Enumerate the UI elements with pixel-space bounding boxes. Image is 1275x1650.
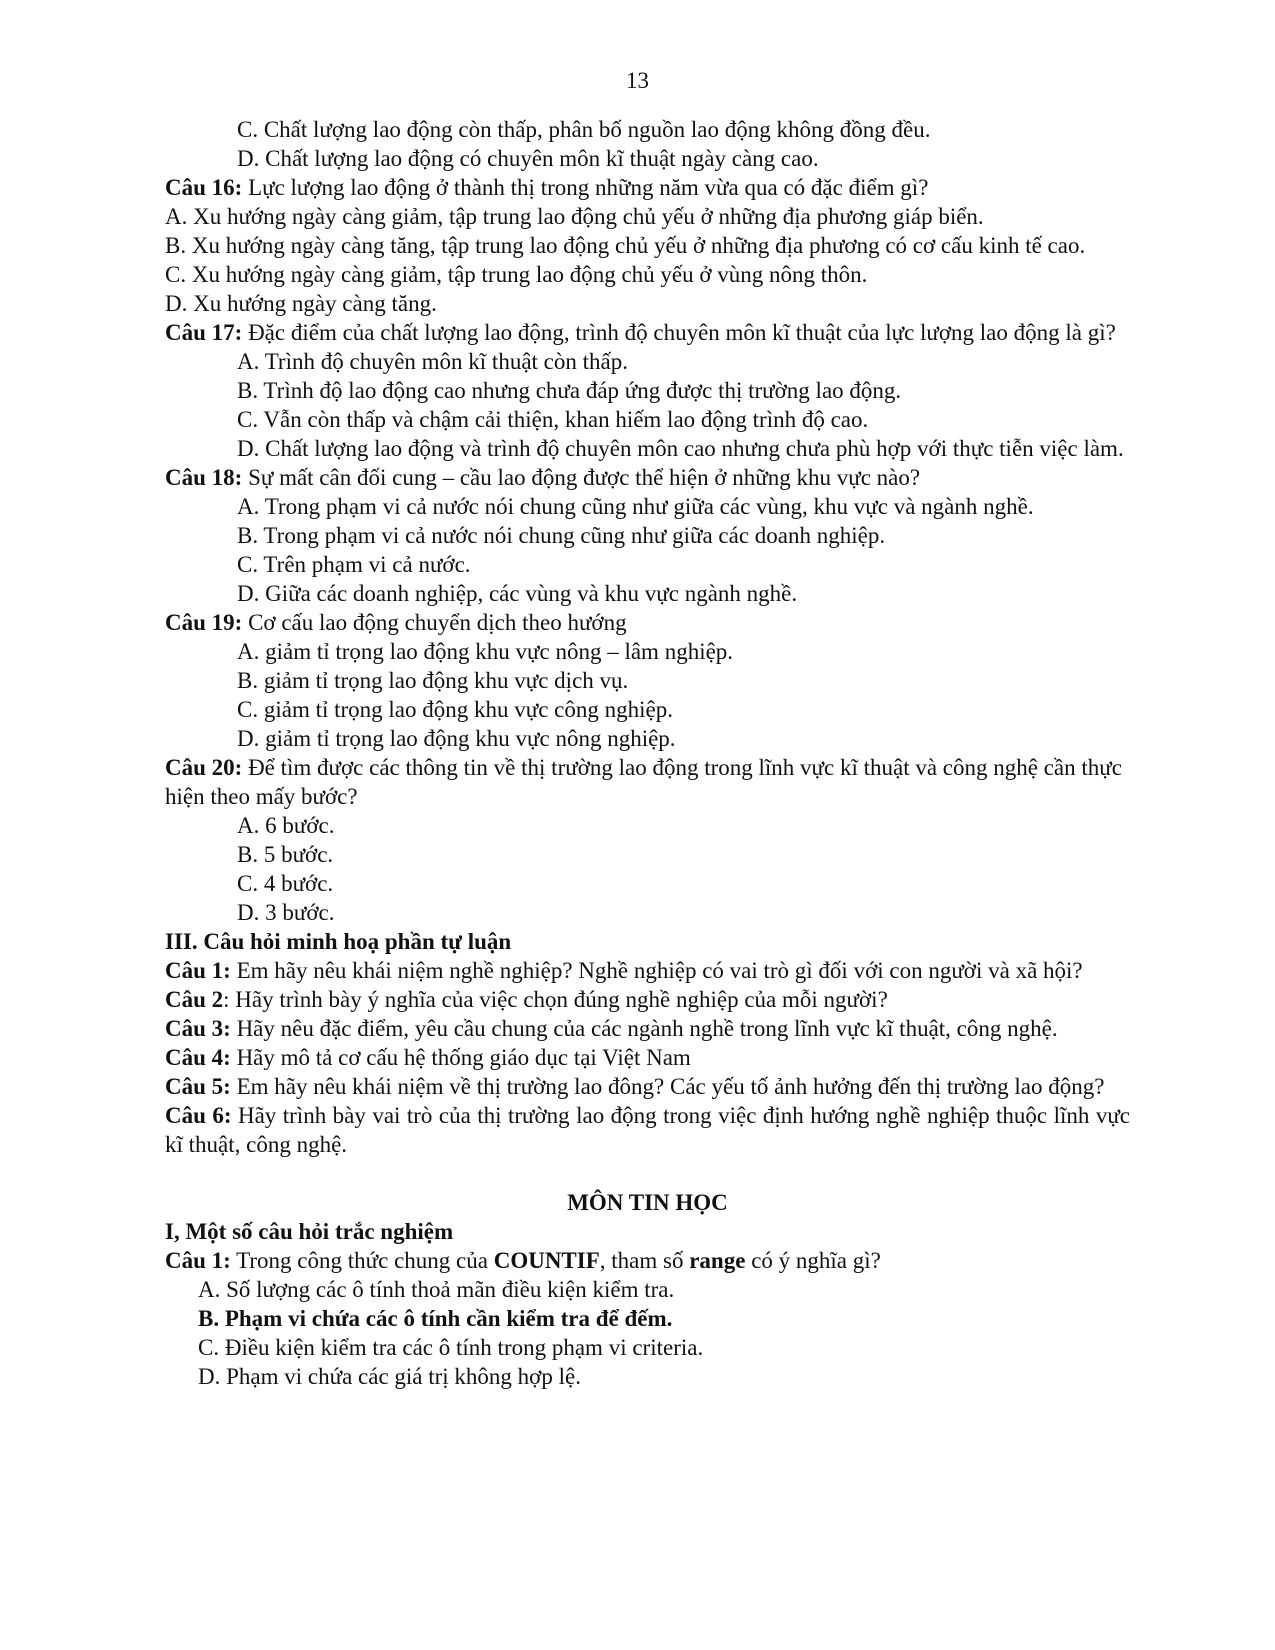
option-a: A. giảm tỉ trọng lao động khu vực nông – lâm nghiệp. xyxy=(237,639,734,664)
question-text: Cơ cấu lao động chuyển dịch theo hướng xyxy=(242,610,627,635)
option-d: D. Xu hướng ngày càng tăng. xyxy=(165,291,437,316)
question-text: Để tìm được các thông tin về thị trường lao động trong lĩnh vực kĩ thuật và công nghệ cần thực hiện theo mấy bước? xyxy=(165,755,1122,809)
page-number: 13 xyxy=(626,68,649,93)
question-text: Lực lượng lao động ở thành thị trong những năm vừa qua có đặc điểm gì? xyxy=(242,175,929,200)
question-text: : Hãy trình bày ý nghĩa của việc chọn đúng nghề nghiệp của mỗi người? xyxy=(223,987,888,1012)
question-label: Câu 1: xyxy=(165,958,231,983)
option-c: C. Trên phạm vi cả nước. xyxy=(237,552,471,577)
option-d: D. 3 bước. xyxy=(237,900,335,925)
question-text: Trong công thức chung của xyxy=(230,1248,494,1273)
option-c: C. Chất lượng lao động còn thấp, phân bố nguồn lao động không đồng đều. xyxy=(237,117,931,142)
option-b: B. Trong phạm vi cả nước nói chung cũng như giữa các doanh nghiệp. xyxy=(237,523,886,548)
option-a: A. Số lượng các ô tính thoả mãn điều kiện kiểm tra. xyxy=(198,1277,675,1302)
question-text: Hãy nêu đặc điểm, yêu cầu chung của các ngành nghề trong lĩnh vực kĩ thuật, công nghệ. xyxy=(230,1016,1058,1041)
keyword-countif: COUNTIF xyxy=(493,1248,600,1273)
option-c: C. giảm tỉ trọng lao động khu vực công nghiệp. xyxy=(237,697,673,722)
question-text: Em hãy nêu khái niệm nghề nghiệp? Nghề nghiệp có vai trò gì đối với con người và xã hội? xyxy=(230,958,1083,983)
option-d: D. Chất lượng lao động và trình độ chuyên môn cao nhưng chưa phù hợp với thực tiễn việc làm. xyxy=(237,436,1124,461)
essay-question-4 xyxy=(165,1043,1130,1072)
question-label: Câu 5: xyxy=(165,1074,231,1099)
question-label: Câu 2 xyxy=(165,987,224,1012)
question-label: Câu 18: xyxy=(165,465,243,490)
option-a: A. Xu hướng ngày càng giảm, tập trung lao động chủ yếu ở những địa phương giáp biển. xyxy=(165,204,984,229)
option-c: C. 4 bước. xyxy=(237,871,334,896)
question-label: Câu 20: xyxy=(165,755,243,780)
option-d: D. Giữa các doanh nghiệp, các vùng và khu vực ngành nghề. xyxy=(237,581,798,606)
section-heading: I, Một số câu hỏi trắc nghiệm xyxy=(165,1219,454,1244)
question-text: có ý nghĩa gì? xyxy=(745,1248,881,1273)
option-b: B. giảm tỉ trọng lao động khu vực dịch vụ. xyxy=(237,668,629,693)
question-text: Em hãy nêu khái niệm về thị trường lao đông? Các yếu tố ảnh hưởng đến thị trường lao động? xyxy=(230,1074,1105,1099)
question-1 xyxy=(165,1246,1130,1275)
question-text: , tham số xyxy=(599,1248,690,1273)
option-c: C. Điều kiện kiểm tra các ô tính trong phạm vi criteria. xyxy=(198,1335,704,1360)
option-d: D. Chất lượng lao động có chuyên môn kĩ thuật ngày càng cao. xyxy=(237,146,819,171)
option-a: A. Trong phạm vi cả nước nói chung cũng như giữa các vùng, khu vực và ngành nghề. xyxy=(237,494,1034,519)
question-19 xyxy=(165,608,1130,637)
question-label: Câu 19: xyxy=(165,610,243,635)
option-d: D. Phạm vi chứa các giá trị không hợp lệ. xyxy=(198,1364,581,1389)
option-b: B. Trình độ lao động cao nhưng chưa đáp ứng được thị trường lao động. xyxy=(237,378,902,403)
question-label: Câu 16: xyxy=(165,175,243,200)
option-a: A. Trình độ chuyên môn kĩ thuật còn thấp. xyxy=(237,349,628,374)
question-label: Câu 1: xyxy=(165,1248,231,1273)
keyword-range: range xyxy=(689,1248,746,1273)
question-label: Câu 17: xyxy=(165,320,243,345)
question-text: Hãy trình bày vai trò của thị trường lao động trong việc định hướng nghề nghiệp thuộc lĩnh vực kĩ thuật, công nghệ. xyxy=(165,1103,1131,1157)
question-20 xyxy=(165,753,1130,811)
question-text: Sự mất cân đối cung – cầu lao động được thể hiện ở những khu vực nào? xyxy=(242,465,921,490)
option-a: A. 6 bước. xyxy=(237,813,335,838)
essay-question-6 xyxy=(165,1101,1130,1159)
option-b: B. Xu hướng ngày càng tăng, tập trung lao động chủ yếu ở những địa phương có cơ cấu kinh tế cao. xyxy=(165,233,1086,258)
option-b: B. 5 bước. xyxy=(237,842,334,867)
option-c: C. Vẫn còn thấp và chậm cải thiện, khan hiếm lao động trình độ cao. xyxy=(237,407,869,432)
option-d: D. giảm tỉ trọng lao động khu vực nông nghiệp. xyxy=(237,726,676,751)
subject-title: MÔN TIN HỌC xyxy=(567,1190,728,1215)
question-label: Câu 3: xyxy=(165,1016,231,1041)
question-17 xyxy=(165,318,1130,347)
question-label: Câu 4: xyxy=(165,1045,231,1070)
essay-question-1 xyxy=(165,956,1130,985)
section-spacer xyxy=(165,1159,1130,1188)
essay-question-2 xyxy=(165,985,1130,1014)
question-16 xyxy=(165,173,1130,202)
option-c: C. Xu hướng ngày càng giảm, tập trung lao động chủ yếu ở vùng nông thôn. xyxy=(165,262,868,287)
essay-question-3 xyxy=(165,1014,1130,1043)
question-text: Đặc điểm của chất lượng lao động, trình độ chuyên môn kĩ thuật của lực lượng lao động là gì? xyxy=(242,320,1116,345)
document-body xyxy=(165,115,1130,1391)
option-b-correct: B. Phạm vi chứa các ô tính cần kiểm tra để đếm. xyxy=(198,1306,673,1331)
question-text: Hãy mô tả cơ cấu hệ thống giáo dục tại Việt Nam xyxy=(230,1045,691,1070)
question-label: Câu 6: xyxy=(165,1103,232,1128)
essay-heading: III. Câu hỏi minh hoạ phần tự luận xyxy=(165,929,512,954)
question-18 xyxy=(165,463,1130,492)
essay-question-5 xyxy=(165,1072,1130,1101)
